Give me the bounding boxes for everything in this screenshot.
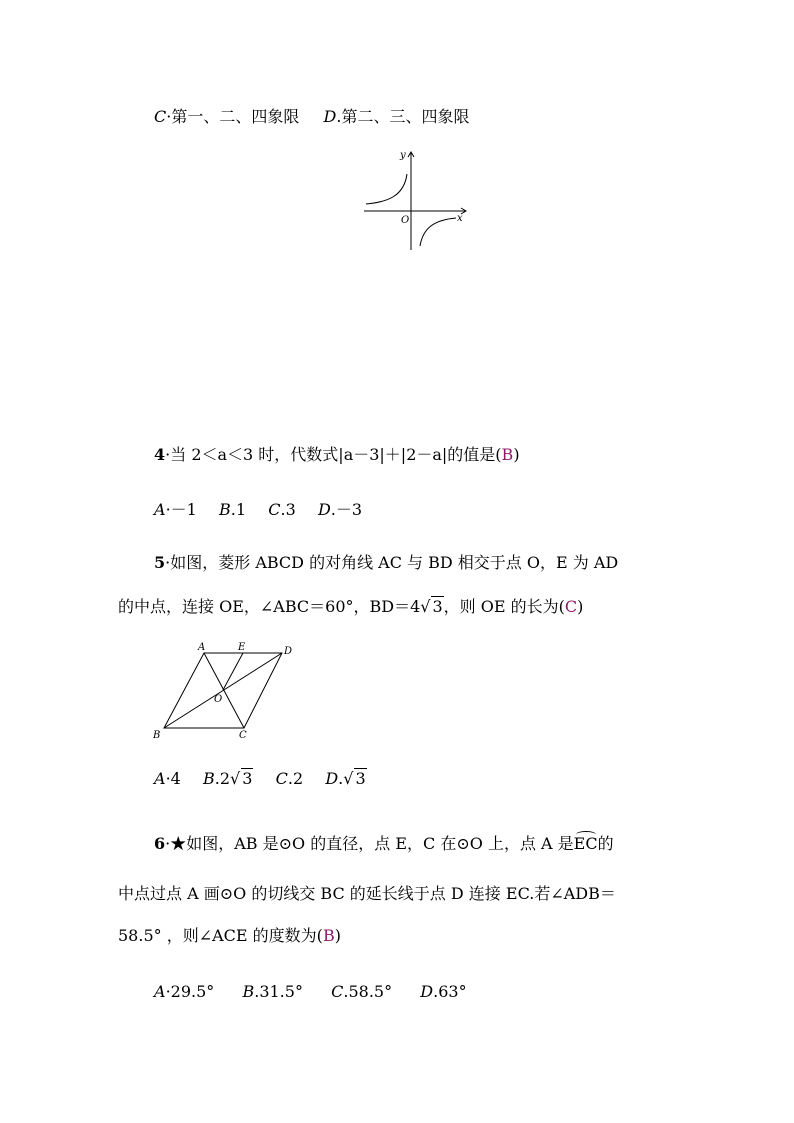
q4-number: 4 (154, 445, 166, 464)
q6-line3-close: ) (334, 926, 341, 945)
q6-option-a-text: ·29.5° (165, 982, 215, 1001)
q6-option-c-text: .58.5° (343, 982, 393, 1001)
q5-option-d-radicand: 3 (355, 769, 366, 788)
q5-option-b-letter: B (203, 769, 215, 788)
q6-stem-line1 (154, 834, 614, 854)
q3-option-d-letter: D (323, 107, 337, 126)
x-axis-label: x (457, 213, 463, 224)
q6-option-c-letter: C (331, 982, 344, 1001)
q4-option-b-letter: B (219, 500, 231, 519)
q6-option-a-letter: A (154, 982, 166, 1001)
q6-option-d-letter: D (420, 982, 434, 1001)
q4-option-b-text: .1 (230, 500, 247, 519)
q4-stem (154, 445, 520, 465)
q4-stem-close: ) (513, 445, 520, 464)
label-d: D (284, 646, 293, 657)
q6-answer: B (322, 926, 335, 945)
q6-options (154, 982, 467, 1002)
q6-option-b-text: .31.5° (254, 982, 303, 1001)
label-o: O (214, 694, 223, 705)
curve-quadrant-2 (366, 174, 407, 204)
label-a: A (198, 642, 206, 653)
q5-number: 5 (154, 553, 166, 572)
q5-line2-text: 的中点，连接 OE，∠ABC＝60°，BD＝4 (118, 597, 421, 616)
q6-line3-text: 58.5° ，则∠ACE 的度数为( (118, 926, 323, 945)
q6-stem-line2 (118, 884, 616, 904)
q5-option-c-text: .2 (287, 769, 304, 788)
q4-option-d-letter: D (317, 500, 331, 519)
q6-stem-line3 (118, 926, 341, 946)
q5-option-d-letter: D (325, 769, 339, 788)
q4-answer: B (501, 445, 514, 464)
label-c: C (239, 730, 247, 741)
q4-options (154, 500, 362, 520)
q4-option-a-letter: A (154, 500, 166, 519)
q3-option-c-letter: C (154, 107, 167, 126)
q6-line2-text: 中点过点 A 画⊙O 的切线交 BC 的延长线于点 D 连接 EC.若∠ADB＝ (118, 884, 616, 903)
q5-line2-close: ) (577, 597, 584, 616)
q5-sqrt-radicand: 3 (432, 597, 443, 616)
q6-line1-after: 的 (597, 834, 614, 853)
q5-option-d-pre: . (338, 769, 344, 788)
q4-option-c-letter: C (268, 500, 281, 519)
q5-stem-line1 (154, 553, 618, 573)
q6-arc-ec: EC (573, 834, 598, 853)
q6-line1-text: ·★如图，AB 是⊙O 的直径，点 E，C 在⊙O 上，点 A 是 (165, 834, 574, 853)
origin-label: O (401, 215, 410, 226)
q3-option-d-text: .第二、三、四象限 (336, 107, 470, 126)
label-b: B (153, 730, 161, 741)
q5-sqrt: √ 3 (420, 597, 443, 616)
q4-option-d-text: .－3 (330, 500, 363, 519)
q4-stem-text: ·当 2＜a＜3 时，代数式|a－3|＋|2－a|的值是( (165, 445, 502, 464)
q4-option-c-text: .3 (280, 500, 296, 519)
q6-option-d-text: .63° (433, 982, 467, 1001)
q3-option-c-text: ·第一、二、四象限 (166, 107, 300, 126)
q5-options (154, 768, 367, 789)
label-e: E (238, 642, 246, 653)
curve-quadrant-4 (420, 218, 456, 246)
q5-option-b-sqrt: √ 3 (230, 769, 253, 788)
q4-option-a-text: ·－1 (165, 500, 197, 519)
q5-option-a-letter: A (154, 769, 166, 788)
q5-stem-line2 (118, 596, 583, 617)
q5-option-d-sqrt: √ 3 (343, 769, 366, 788)
q6-number: 6 (154, 834, 166, 853)
q5-option-b-radicand: 3 (242, 769, 253, 788)
q3-options-line (154, 107, 469, 127)
diagonal-ac (204, 653, 244, 728)
q6-option-b-letter: B (242, 982, 255, 1001)
q5-option-b-pre: .2 (214, 769, 231, 788)
q5-option-c-letter: C (275, 769, 288, 788)
q5-answer: C (564, 597, 578, 616)
y-axis-label: y (400, 150, 406, 161)
q3-hyperbola-graph (360, 146, 475, 256)
diagonal-bd (164, 653, 282, 728)
q5-rhombus-figure (148, 640, 298, 745)
q5-line2-mid: ，则 OE 的长为( (443, 597, 565, 616)
q5-line1-text: ·如图，菱形 ABCD 的对角线 AC 与 BD 相交于点 O，E 为 AD (165, 553, 619, 572)
q5-option-a-text: ·4 (165, 769, 181, 788)
